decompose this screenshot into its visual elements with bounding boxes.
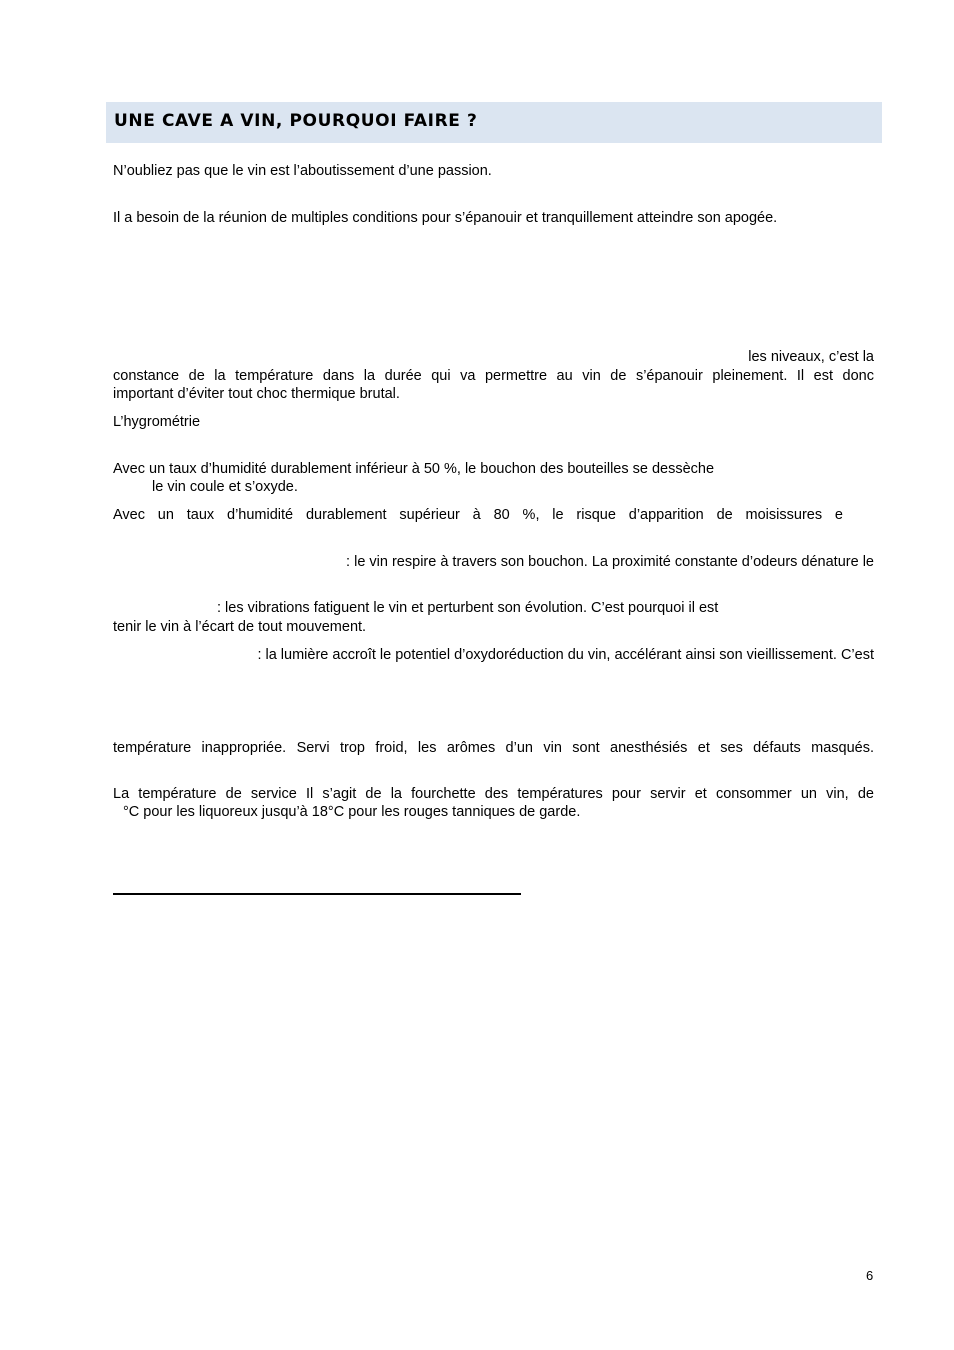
paragraph-temperature-fragment: les niveaux, c’est la (748, 349, 874, 365)
paragraph-humidity-high: Avec un taux d’humidité durablement supérieur à 80 %, le risque d’apparition de moisissures e (113, 507, 843, 523)
paragraph-humidity-low: Avec un taux d’humidité durablement inférieur à 50 %, le bouchon des bouteilles se dessèche (113, 461, 715, 477)
page-number: 6 (866, 1268, 874, 1283)
paragraph-temperature-service-intro: température inappropriée. Servi trop froid, les arômes d’un vin sont anesthésiés et ses défauts masqués. (113, 740, 874, 756)
section-heading-bar (106, 102, 882, 143)
paragraph-humidity-low-end: le vin coule et s’oxyde. (152, 479, 298, 495)
paragraph-odeurs: : le vin respire à travers son bouchon. La proximité constante d’odeurs dénature le (346, 554, 874, 570)
paragraph-temperature-end: important d’éviter tout choc thermique brutal. (113, 386, 400, 402)
paragraph-temperature-line: constance de la température dans la durée qui va permettre au vin de s’épanouir pleinement. Il est donc (113, 368, 874, 384)
paragraph-conditions: Il a besoin de la réunion de multiples conditions pour s’épanouir et tranquillement atteindre son apogée. (113, 210, 778, 226)
paragraph-service-range: La température de service Il s’agit de la fourchette des températures pour servir et consommer un vin, de (113, 786, 874, 802)
paragraph-vibrations: : les vibrations fatiguent le vin et perturbent son évolution. C’est pourquoi il est (217, 600, 719, 616)
label-hygrometrie: L’hygrométrie (113, 414, 201, 430)
section-heading: UNE CAVE A VIN, POURQUOI FAIRE ? (114, 111, 478, 131)
paragraph-passion: N’oubliez pas que le vin est l’aboutissement d’une passion. (113, 163, 492, 179)
paragraph-vibrations-end: tenir le vin à l’écart de tout mouvement. (113, 619, 367, 635)
footnote-separator (113, 893, 521, 895)
paragraph-lumiere: : la lumière accroît le potentiel d’oxydoréduction du vin, accélérant ainsi son vieillissement. C’est (257, 647, 874, 663)
paragraph-service-range-end: °C pour les liquoreux jusqu’à 18°C pour les rouges tanniques de garde. (123, 804, 581, 820)
